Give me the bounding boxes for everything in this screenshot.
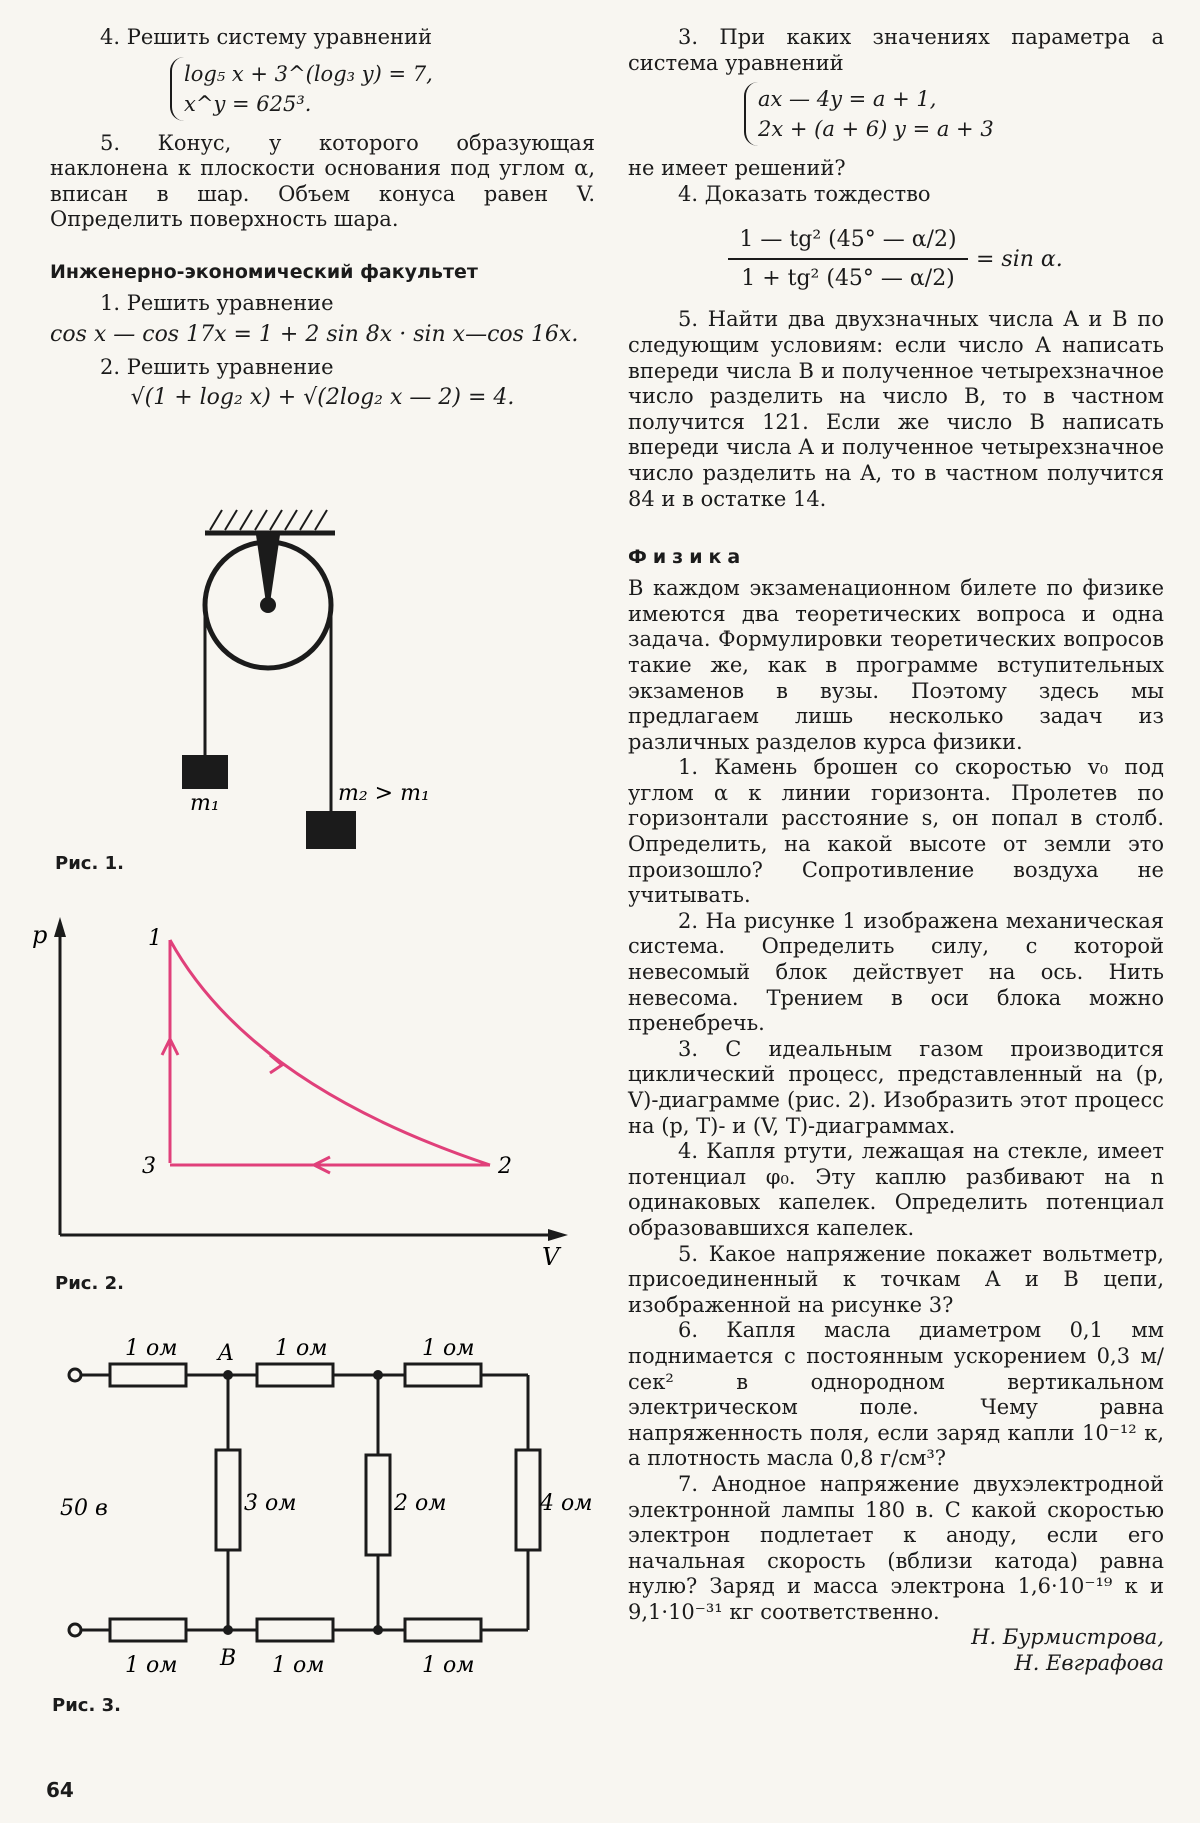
figure-2-pv-diagram [30, 915, 570, 1270]
mass-1-label: m₁ [190, 791, 220, 816]
equation-2: √(1 + log₂ x) + √(2log₂ x — 2) = 4. [130, 385, 515, 411]
equation: 2x + (a + 6) y = a + 3 [758, 117, 994, 142]
problem-4-title: 4. Доказать тождество [678, 181, 931, 206]
problem-4-title: 4. Решить систему уравнений [100, 25, 433, 49]
physics-problem-6: 6. Капля масла диаметром 0,1 мм поднимается с постоянным ускорением 0,3 м/сек² в однородном вертикальном электрическом поле. Чему равна напряженность поля, если заряд капли 10⁻¹² к, а плотность масла 0,8 г/см³? [628, 1318, 1164, 1471]
physics-problem-4: 4. Капля ртути, лежащая на стекле, имеет потенциал φ₀. Эту каплю разбивают на n одинаковых капелек. Определить потенциал образовавшихся капелек. [628, 1139, 1164, 1240]
equation-1: cos x — cos 17x = 1 + 2 sin 8x · sin x—cos 16x. [50, 321, 579, 347]
equation: ax — 4y = a + 1, [758, 87, 937, 112]
question-2: 2. Решить уравнение [100, 354, 334, 379]
figure-1-pulley [170, 495, 430, 855]
physics-intro: В каждом экзаменационном билете по физике имеются два теоретических вопроса и одна задача. Формулировки теоретических вопросов такие же, как в программе вступительных экзаменов в вузы. Поэтому здесь мы предлагаем лишь несколько задач из различных разделов курса физики. [628, 576, 1164, 754]
section-heading: Инженерно-экономический факультет [50, 260, 478, 283]
fraction-denominator: 1 + tg² (45° — α/2) [741, 266, 955, 292]
question-1: 1. Решить уравнение [100, 290, 334, 315]
system-equations-left [170, 57, 433, 121]
identity-fraction [728, 221, 1164, 297]
right-column [628, 25, 1164, 1677]
problem-5-text: 5. Найти два двухзначных числа A и B по следующим условиям: если число A написать впереди числа B и полученное четырехзначное число разделить на число B, то в частном получится 121. Если же число B написать впереди числа A и полученное четырехзначное число разделить на A, то в частном получится 84 и в остатке 14. [628, 307, 1164, 511]
node-a-label: A [218, 1341, 234, 1366]
page-number: 64 [46, 1778, 74, 1802]
identity-rhs: = sin α. [976, 246, 1063, 272]
resistor-label: 1 ом [422, 1336, 475, 1361]
resistor-label: 2 ом [394, 1491, 447, 1516]
system-equations-right [744, 82, 994, 146]
equation: log₅ x + 3^(log₃ y) = 7, [184, 61, 433, 86]
problem-3-text: 3. При каких значениях параметра a система уравнений [628, 25, 1164, 75]
resistor-label: 1 ом [272, 1653, 325, 1678]
left-column [50, 25, 595, 418]
physics-heading: Физика [628, 546, 747, 569]
point-2-label: 2 [498, 1154, 512, 1179]
problem-3-end: не имеет решений? [628, 156, 846, 181]
problem-5-text: 5. Конус, у которого образующая наклонена к плоскости основания под углом α, вписан в шар. Объем конуса равен V. Определить поверхность шара. [50, 130, 595, 232]
figure-3-circuit [60, 1320, 600, 1705]
physics-problem-2: 2. На рисунке 1 изображена механическая система. Определить силу, с которой невесомый блок действует на ось. Нить невесома. Трением в оси блока можно пренебречь. [628, 908, 1164, 1036]
voltage-label: 50 в [60, 1496, 108, 1521]
mass-2-label: m₂ > m₁ [338, 781, 430, 806]
point-3-label: 3 [142, 1154, 156, 1179]
resistor-label: 1 ом [125, 1653, 178, 1678]
resistor-label: 1 ом [275, 1336, 328, 1361]
figure-1-caption: Рис. 1. [55, 853, 124, 874]
node-b-label: B [220, 1646, 237, 1671]
physics-problem-7: 7. Анодное напряжение двухэлектродной электронной лампы 180 в. С какой скоростью электрон подлетает к аноду, если его начальная скорость (вблизи катода) равна нулю? Заряд и масса электрона 1,6·10⁻¹⁹ к и 9,1·10⁻³¹ кг соответственно. [628, 1471, 1164, 1624]
figure-3-caption: Рис. 3. [52, 1695, 121, 1716]
physics-problem-1: 1. Камень брошен со скоростью v₀ под углом α к линии горизонта. Пролетев по горизонтали расстояние s, он попал в столб. Определить, на какой высоте от земли это произошло? Сопротивление воздуха не учитывать. [628, 755, 1164, 908]
resistor-label: 1 ом [125, 1336, 178, 1361]
v-axis-label: V [542, 1243, 560, 1271]
author-2: Н. Евграфова [1014, 1651, 1164, 1676]
resistor-label: 4 ом [540, 1491, 593, 1516]
figure-2-caption: Рис. 2. [55, 1273, 124, 1294]
resistor-label: 3 ом [244, 1491, 297, 1516]
fraction-numerator: 1 — tg² (45° — α/2) [739, 227, 957, 253]
point-1-label: 1 [148, 926, 162, 951]
physics-problem-3: 3. С идеальным газом производится циклический процесс, представленный на (p, V)-диаграмме (рис. 2). Изобразить этот процесс на (p, T)- и (V, T)-диаграммах. [628, 1036, 1164, 1138]
physics-problem-5: 5. Какое напряжение покажет вольтметр, присоединенный к точкам A и B цепи, изображенной на рисунке 3? [628, 1241, 1164, 1317]
author-1: Н. Бурмистрова, [971, 1625, 1164, 1650]
equation: x^y = 625³. [184, 91, 312, 116]
p-axis-label: p [32, 921, 48, 949]
resistor-label: 1 ом [422, 1653, 475, 1678]
